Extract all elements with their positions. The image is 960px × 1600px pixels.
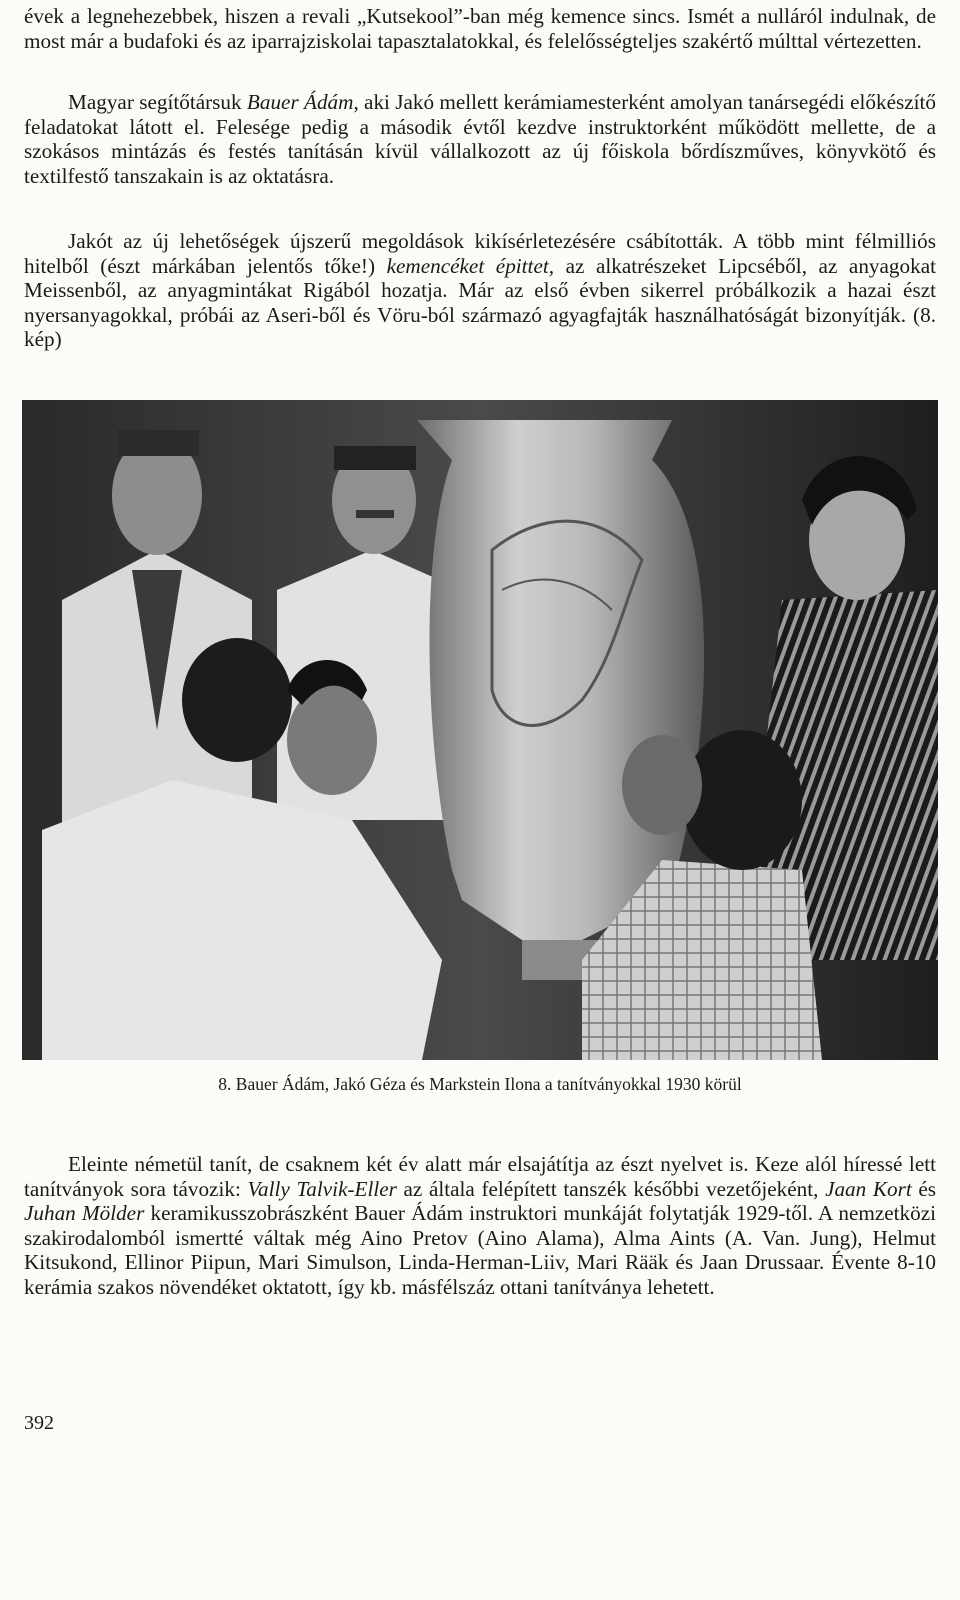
paragraph-1 xyxy=(24,4,936,53)
paragraph-4-part-4: keramikusszobrászként Bauer Ádám instruktori munkáját folytatják 1929-től. A nemzetközi szakirodalomból ismertté váltak még Aino Pretov (Aino Alama), Alma Aints (A. Van. Jung), Helmut Kitsukond, Ellinor Piipun, Mari Simulson, Linda-Herman-Liiv, Mari Rääk és Jaan Drussaar. Évente 8-10 kerámia szakos növendéket oktatott, így kb. másfélszáz ottani tanítványa lehetett. xyxy=(24,1201,937,1299)
student-name-3: Juhan Mölder xyxy=(24,1201,145,1226)
figure-caption: 8. Bauer Ádám, Jakó Géza és Markstein Ilona a tanítványokkal 1930 körül xyxy=(218,1074,742,1094)
paragraph-3 xyxy=(24,229,936,352)
student-name-1: Vally Talvik-Eller xyxy=(247,1176,397,1201)
paragraph-1-text: évek a legnehezebbek, hiszen a revali „Kutsekool”-ban még kemence sincs. Ismét a nulláról indulnak, de most már a budafoki és az iparrajziskolai tapasztalatokkal, és felelősségteljes szakértő múlttal vértezetten. xyxy=(24,4,936,53)
paragraph-2-lead: Magyar segítőtársuk xyxy=(68,90,247,114)
paragraph-3-lead: Jakót az új lehetőségek újszerű megoldások kikísérletezésére csábították. A több mint félmilliós hitelből (észt márkában jelentős tőke!) xyxy=(24,229,936,278)
paragraph-2-rest: , aki Jakó mellett kerámiamesterként amolyan tanársegédi előkészítő feladatokat látott el. Felesége pedig a második évtől kezdve instruktorként működött mellette, de a szokásos mintázás és festés tanításán kívül vállalkozott az új főiskola bőrdíszműves, könyvkötő és textilfestő tanszakain is az oktatásra. xyxy=(24,90,936,188)
paragraph-2 xyxy=(24,90,936,188)
paragraph-4-part-2: az általa felépített tanszék későbbi vezetőjeként, xyxy=(396,1176,826,1201)
historical-photograph xyxy=(22,400,938,1060)
student-name-2: Jaan Kort xyxy=(825,1176,912,1201)
paragraph-4-part-3: és xyxy=(911,1176,937,1201)
person-name-bauer: Bauer Ádám xyxy=(246,90,354,114)
paragraph-3-emphasis: kemencéket épittet, xyxy=(386,253,555,278)
paragraph-3-rest: az alkatrészeket Lipcséből, az anyagokat Meissenből, az anyagmintákat Rigából hozatja. Már az első évben sikerrel próbálkozik a hazai észt nyersanyagokkal, próbái az Aseri-ből és Vöru-ból származó agyagfajták használhatóságát bizonyítják. (8. kép) xyxy=(24,253,937,352)
paragraph-4-part-1: Eleinte németül tanít, de csaknem két év alatt már elsajátítja az észt nyelvet is. Keze alól híressé lett tanítványok sora távozik: xyxy=(24,1152,936,1201)
paragraph-4 xyxy=(24,1152,936,1300)
page-number: 392 xyxy=(24,1412,54,1434)
